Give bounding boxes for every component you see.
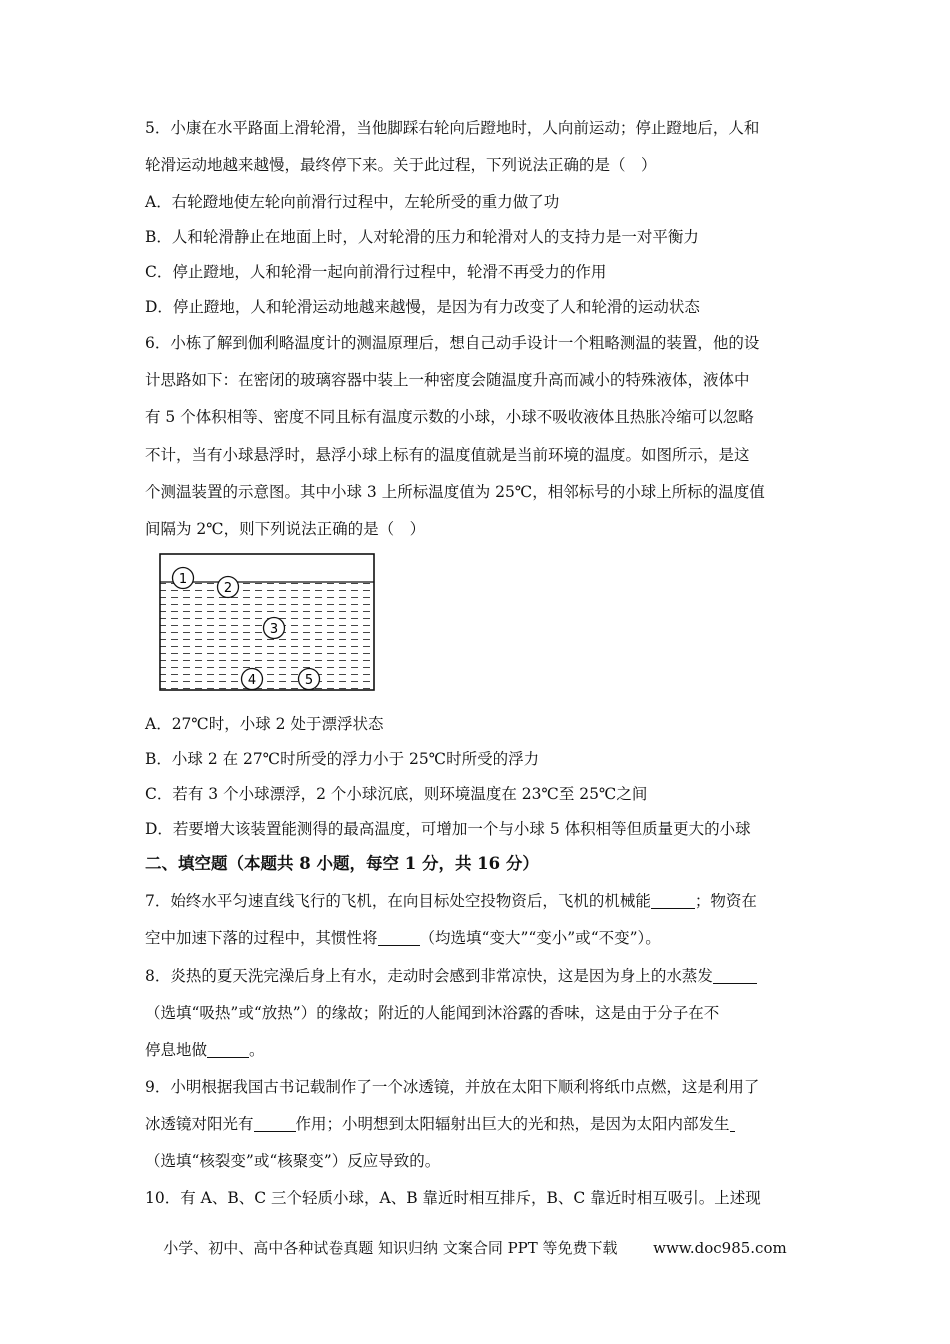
q9-text-2a: 冰透镜对阳光有 [145, 1115, 254, 1133]
q6-stem-line-5: 个测温装置的示意图。其中小球 3 上所标温度值为 25℃，相邻标号的小球上所标的温度值 [145, 483, 765, 501]
q6-option-c: C．若有 3 个小球漂浮，2 个小球沉底，则环境温度在 23℃至 25℃之间 [145, 785, 648, 803]
q6-option-b: B．小球 2 在 27℃时所受的浮力小于 25℃时所受的浮力 [145, 750, 540, 768]
q8-line-2: （选填“吸热”或“放热”）的缘故；附近的人能闻到沐浴露的香味，这是由于分子在不 [145, 1004, 720, 1022]
q6-stem-line-2: 计思路如下：在密闭的玻璃容器中装上一种密度会随温度升高而减小的特殊液体，液体中 [145, 371, 750, 389]
page-footer [0, 1238, 950, 1258]
thermometer-diagram [158, 552, 376, 694]
q9-line-1: 9．小明根据我国古书记载制作了一个冰透镜，并放在太阳下顺利将纸巾点燃，这是利用了 [145, 1078, 760, 1096]
q7-text-1b: ；物资在 [694, 892, 757, 910]
ball-2 [218, 577, 239, 598]
q7-text-2a: 空中加速下落的过程中，其惯性将 [145, 929, 378, 947]
q9-line-3: （选填“核裂变”或“核聚变”）反应导致的。 [145, 1152, 441, 1170]
q6-option-d: D．若要增大该装置能测得的最高温度，可增加一个与小球 5 体积相等但质量更大的小球 [145, 820, 751, 838]
q7-text-1a: 7．始终水平匀速直线飞行的飞机，在向目标处空投物资后，飞机的机械能 [145, 892, 651, 910]
q6-stem-line-4: 不计，当有小球悬浮时，悬浮小球上标有的温度值就是当前环境的温度。如图所示，是这 [145, 446, 750, 464]
section-2-heading: 二、填空题（本题共 8 小题，每空 1 分，共 16 分） [145, 854, 539, 873]
q5-option-d: D．停止蹬地，人和轮滑运动地越来越慢，是因为有力改变了人和轮滑的运动状态 [145, 298, 700, 316]
q9-line-2 [145, 1114, 810, 1134]
q7-line-2 [145, 928, 810, 948]
q5-stem-line-2: 轮滑运动地越来越慢，最终停下来。关于此过程，下列说法正确的是（ ） [145, 156, 657, 174]
ball-3 [264, 618, 285, 639]
q6-option-a: A．27℃时，小球 2 处于漂浮状态 [145, 715, 384, 733]
footer-website: www.doc985.com [653, 1239, 787, 1257]
q5-option-c: C．停止蹬地，人和轮滑一起向前滑行过程中，轮滑不再受力的作用 [145, 263, 607, 281]
q7-line-1 [145, 891, 810, 911]
q8-blank-1 [713, 967, 757, 984]
q8-line-1 [145, 966, 810, 986]
q7-text-2b: （均选填“变大”“变小”或“不变”）。 [419, 929, 661, 947]
q9-text-2b: 作用；小明想到太阳辐射出巨大的光和热，是因为太阳内部发生 [295, 1115, 730, 1133]
q10-line-1: 10．有 A、B、C 三个轻质小球，A、B 靠近时相互排斥，B、C 靠近时相互吸引。上述现 [145, 1189, 761, 1207]
q5-stem-line-1: 5．小康在水平路面上滑轮滑，当他脚踩右轮向后蹬地时，人向前运动；停止蹬地后，人和 [145, 119, 760, 137]
q5-option-a: A．右轮蹬地使左轮向前滑行过程中，左轮所受的重力做了功 [145, 193, 560, 211]
q8-blank-2 [207, 1041, 249, 1058]
ball-2-label: 2 [223, 581, 233, 596]
q6-stem-line-3: 有 5 个体积相等、密度不同且标有温度示数的小球，小球不吸收液体且热胀冷缩可以忽略 [145, 408, 754, 426]
ball-1 [173, 568, 194, 589]
q5-option-b: B．人和轮滑静止在地面上时，人对轮滑的压力和轮滑对人的支持力是一对平衡力 [145, 228, 699, 246]
ball-4 [242, 669, 263, 690]
q8-text-1: 8．炎热的夏天洗完澡后身上有水，走动时会感到非常凉快，这是因为身上的水蒸发 [145, 967, 713, 985]
q9-blank-2 [730, 1115, 735, 1132]
ball-4-label: 4 [247, 673, 257, 688]
q8-text-3a: 停息地做 [145, 1041, 208, 1059]
ball-5 [299, 669, 320, 690]
q8-line-3 [145, 1040, 810, 1060]
ball-3-label: 3 [269, 622, 279, 637]
q7-blank-1 [651, 892, 695, 909]
q6-stem-line-1: 6．小栋了解到伽利略温度计的测温原理后，想自己动手设计一个粗略测温的装置，他的设 [145, 334, 760, 352]
ball-5-label: 5 [304, 673, 314, 688]
q7-blank-2 [378, 929, 420, 946]
q9-blank-1 [254, 1115, 296, 1132]
q8-text-3b: 。 [249, 1041, 265, 1059]
ball-1-label: 1 [178, 572, 188, 587]
footer-slogan: 小学、初中、高中各种试卷真题 知识归纳 文案合同 PPT 等免费下载 [163, 1239, 618, 1257]
q6-stem-line-6: 间隔为 2℃，则下列说法正确的是（ ） [145, 520, 426, 538]
